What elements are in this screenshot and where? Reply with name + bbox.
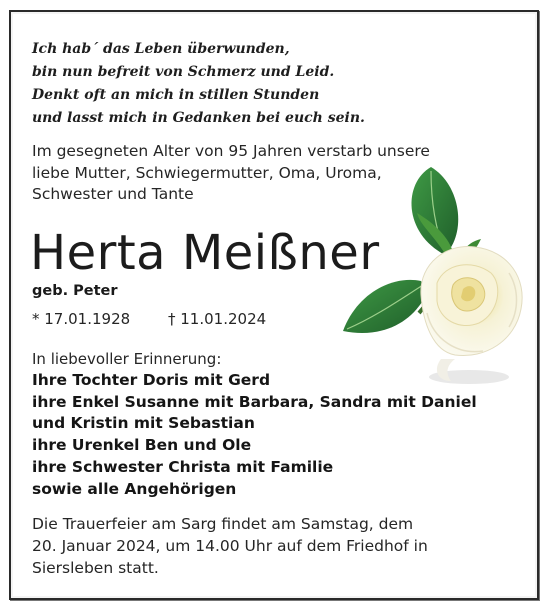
life-dates xyxy=(32,310,267,328)
mourner-line: ihre Enkel Susanne mit Barbara, Sandra mit Daniel xyxy=(32,392,477,411)
rose-leaf xyxy=(411,167,458,255)
poem-line: Denkt oft an mich in stillen Stunden xyxy=(32,87,320,103)
mourner-line: und Kristin mit Sebastian xyxy=(32,414,255,433)
funeral-line: 20. Januar 2024, um 14.00 Uhr auf dem Friedhof in xyxy=(32,537,428,555)
funeral-line: Siersleben statt. xyxy=(32,559,159,577)
death-date: † 11.01.2024 xyxy=(168,310,267,328)
poem-line: bin nun befreit von Schmerz und Leid. xyxy=(32,64,335,80)
announcement-line: liebe Mutter, Schwiegermutter, Oma, Uroma, xyxy=(32,163,382,182)
announcement-line: Schwester und Tante xyxy=(32,185,194,203)
mourners-list xyxy=(32,370,477,500)
white-rose-icon xyxy=(333,163,533,388)
memory-label: In liebevoller Erinnerung: xyxy=(32,350,222,368)
poem xyxy=(32,38,365,130)
funeral-notice xyxy=(32,513,428,579)
poem-line: und lasst mich in Gedanken bei euch sein. xyxy=(32,110,365,126)
mourner-line: ihre Schwester Christa mit Familie xyxy=(32,457,334,476)
poem-line: Ich hab´ das Leben überwunden, xyxy=(32,41,290,57)
mourner-line: ihre Urenkel Ben und Ole xyxy=(32,436,252,455)
funeral-line: Die Trauerfeier am Sarg findet am Samstag, dem xyxy=(32,515,414,533)
mourner-line: Ihre Tochter Doris mit Gerd xyxy=(32,371,271,389)
deceased-name: Herta Meißner xyxy=(30,225,380,281)
mourner-line: sowie alle Angehörigen xyxy=(32,479,237,498)
rose-bloom xyxy=(421,246,522,355)
announcement-line: Im gesegneten Alter von 95 Jahren verstarb unsere xyxy=(32,142,430,160)
maiden-name: geb. Peter xyxy=(32,283,118,299)
birth-date: * 17.01.1928 xyxy=(32,310,131,328)
